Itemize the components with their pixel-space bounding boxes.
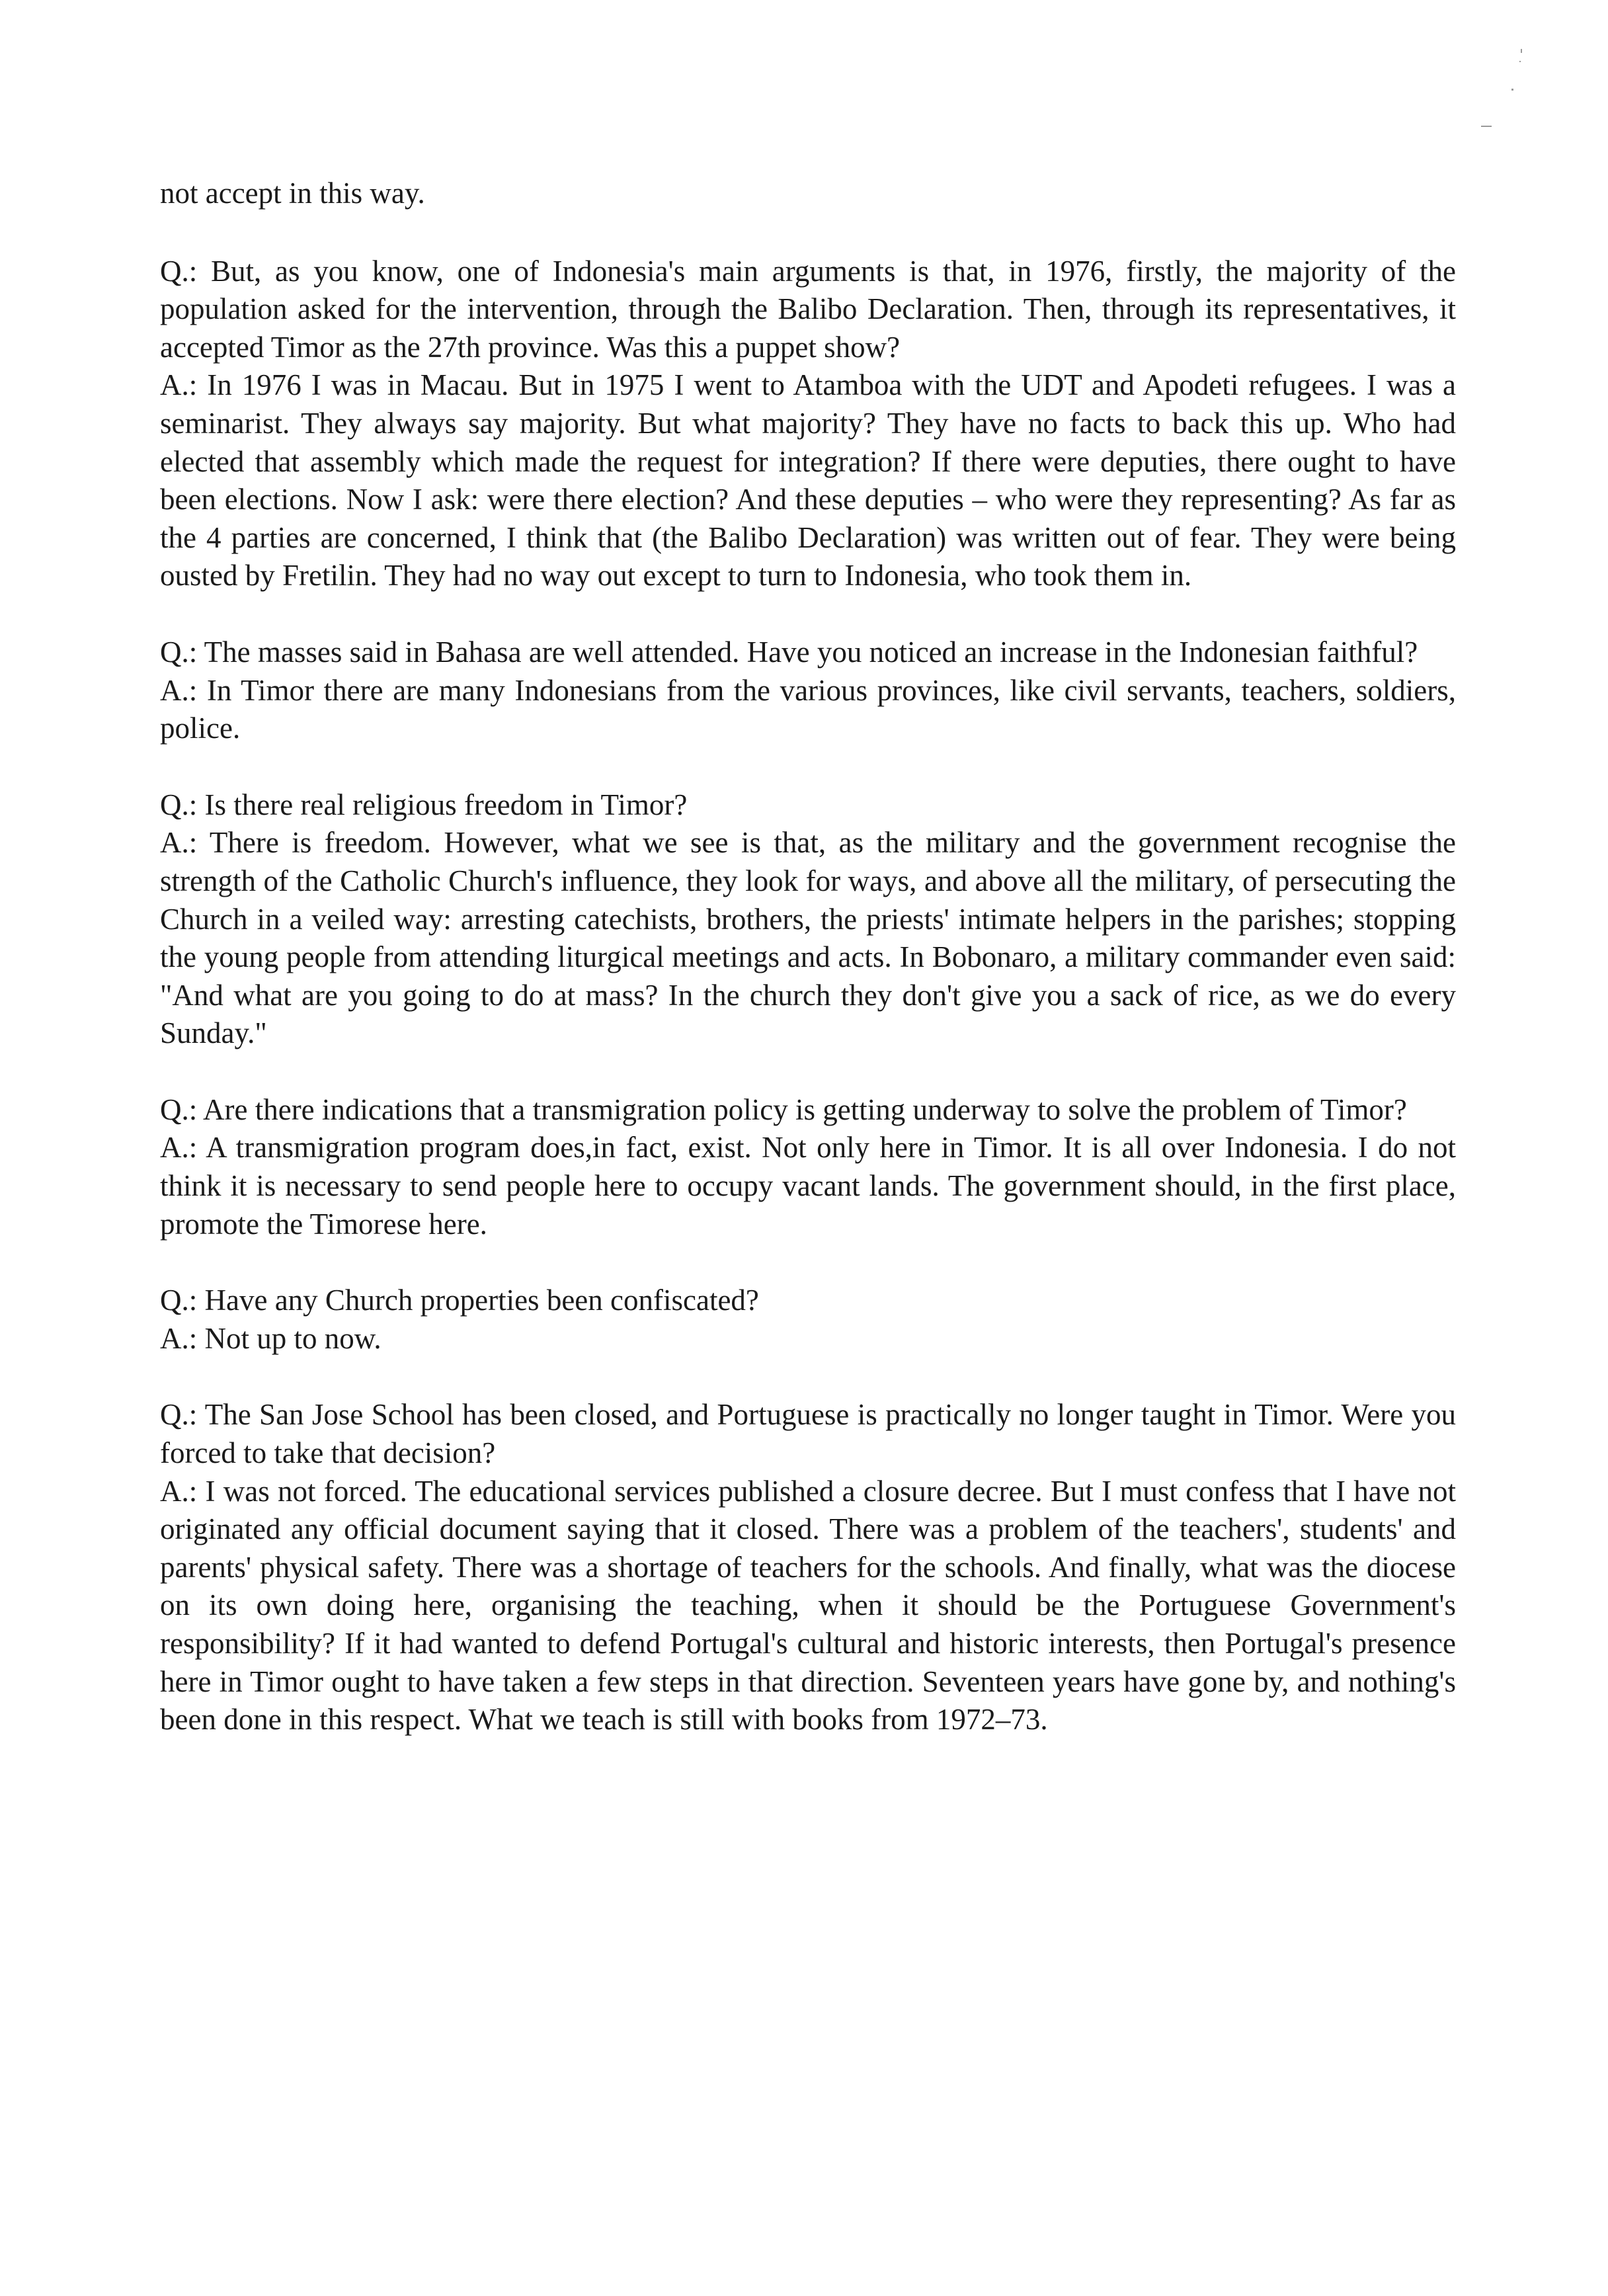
qa-block [160, 1091, 1456, 1243]
qa-block [160, 786, 1456, 1053]
answer-text: A.: I was not forced. The educational services published a closure decree. But I must confess that I have not originated any official document saying that it closed. There was a problem of the teachers', students' and parents' physical safety. There was a shortage of teachers for the schools. And finally, what was the diocese on its own doing here, organising the teaching, when it should be the Portuguese Government's responsibility? If it had wanted to defend Portugal's cultural and historic interests, then Portugal's presence here in Timor ought to have taken a few steps in that direction. Seventeen years have gone by, and nothing's been done in this respect. What we teach is still with books from 1972–73. [160, 1474, 1456, 1737]
document-body [160, 175, 1456, 1778]
question-text: Q.: The San Jose School has been closed, and Portuguese is practically no longer taught in Timor. Were you forced to take that decision? [160, 1398, 1456, 1470]
question-text: Q.: Is there real religious freedom in Timor? [160, 788, 688, 821]
question-text: Q.: Are there indications that a transmigration policy is getting underway to solve the problem of Timor? [160, 1092, 1407, 1126]
answer-text: A.: Not up to now. [160, 1321, 382, 1355]
question-text: Q.: But, as you know, one of Indonesia's main arguments is that, in 1976, firstly, the majority of the population asked for the intervention, through the Balibo Declaration. Then, through its representatives, it accepted Timor as the 27th province. Was this a puppet show? [160, 254, 1456, 364]
intro-line: not accept in this way. [160, 177, 425, 210]
question-text: Q.: The masses said in Bahasa are well attended. Have you noticed an increase in the Indonesian faithful? [160, 635, 1418, 669]
qa-block [160, 634, 1456, 748]
qa-block [160, 1396, 1456, 1739]
answer-text: A.: In Timor there are many Indonesians from the various provinces, like civil servants, teachers, soldiers, police. [160, 673, 1456, 745]
qa-block [160, 1282, 1456, 1358]
scan-speck [1511, 89, 1513, 91]
scan-speck [1521, 49, 1522, 53]
answer-text: A.: A transmigration program does,in fact, exist. Not only here in Timor. It is all over Indonesia. I do not think it is necessary to send people here to occupy vacant lands. The government should, in the first place, promote the Timorese here. [160, 1131, 1456, 1241]
qa-block [160, 253, 1456, 595]
scan-speck [1481, 126, 1492, 127]
scan-speck [1519, 61, 1521, 62]
question-text: Q.: Have any Church properties been confiscated? [160, 1284, 759, 1317]
answer-text: A.: There is freedom. However, what we see is that, as the military and the government recognise the strength of the Catholic Church's influence, they look for ways, and above all the military, of persecuting the Church in a veiled way: arresting catechists, brothers, the priests' intimate helpers in the parishes; stopping the young people from attending liturgical meetings and acts. In Bobonaro, a military commander even said: "And what are you going to do at mass? In the church they don't give you a sack of rice, as we do every Sunday." [160, 826, 1456, 1050]
answer-text: A.: In 1976 I was in Macau. But in 1975 I went to Atamboa with the UDT and Apodeti refugees. I was a seminarist. They always say majority. But what majority? They have no facts to back this up. Who had elected that assembly which made the request for integration? If there were deputies, there ought to have been elections. Now I ask: were there election? And these deputies – who were they representing? As far as the 4 parties are concerned, I think that (the Balibo Declaration) was written out of fear. They were being ousted by Fretilin. They had no way out except to turn to Indonesia, who took them in. [160, 368, 1456, 593]
